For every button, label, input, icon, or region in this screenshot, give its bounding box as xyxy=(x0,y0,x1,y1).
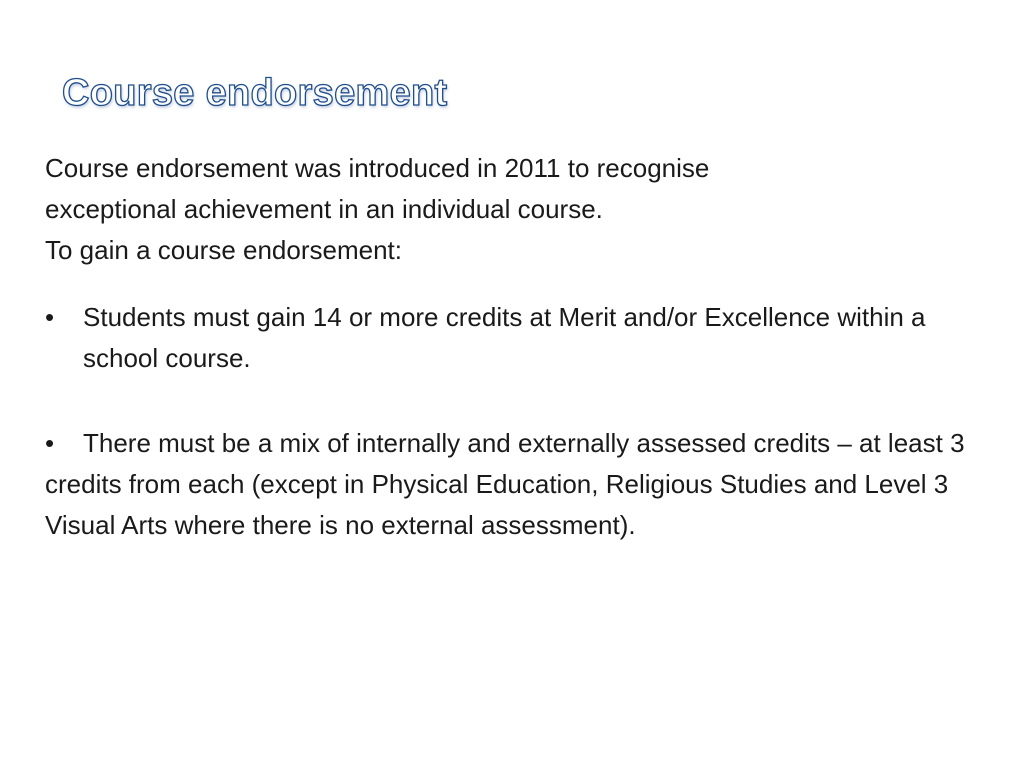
intro-line: To gain a course endorsement: xyxy=(45,235,402,265)
intro-line: Course endorsement was introduced in 2011 to recognise xyxy=(45,153,710,183)
bullet-item xyxy=(45,297,995,379)
bullet-point-icon: • xyxy=(45,428,55,458)
intro-line: exceptional achievement in an individual course. xyxy=(45,194,603,224)
bullet-text: There must be a mix of internally and externally assessed credits – at least 3 credits from each (except in Physical Education, Religious Studies and Level 3 Visual Arts where there is no external assessment). xyxy=(45,428,965,540)
slide-body xyxy=(45,148,995,546)
bullet-point-icon: • xyxy=(45,302,55,332)
bullet-item xyxy=(45,423,995,546)
slide-title: Course endorsement xyxy=(62,72,448,114)
intro-text xyxy=(45,148,995,271)
bullet-text: Students must gain 14 or more credits at Merit and/or Excellence within a school course. xyxy=(83,302,926,373)
